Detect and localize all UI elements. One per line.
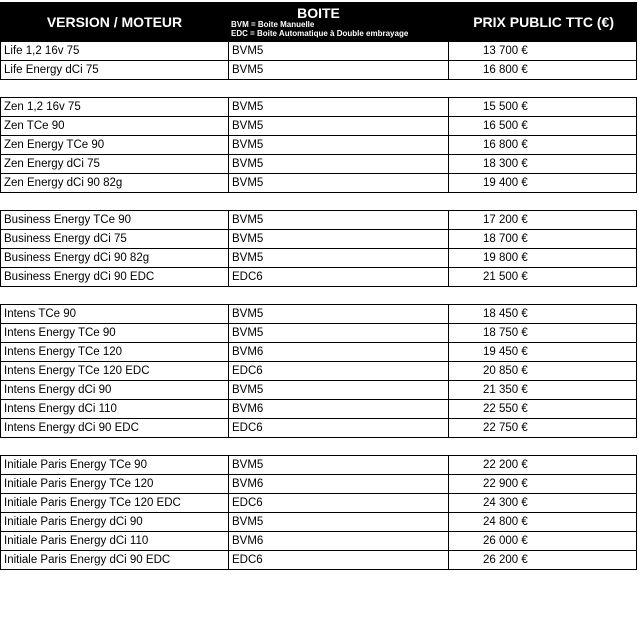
- price-cell: 19 800 €: [449, 249, 637, 268]
- version-cell: Intens Energy TCe 120 EDC: [1, 362, 229, 381]
- table-row: [1, 249, 637, 268]
- version-cell: Intens Energy dCi 90 EDC: [1, 419, 229, 438]
- version-cell: Zen Energy dCi 75: [1, 155, 229, 174]
- table-row: [1, 343, 637, 362]
- version-cell: Business Energy dCi 75: [1, 230, 229, 249]
- price-cell: 18 700 €: [449, 230, 637, 249]
- boite-cell: BVM5: [229, 174, 449, 193]
- price-cell: 22 900 €: [449, 475, 637, 494]
- boite-cell: BVM5: [229, 324, 449, 343]
- boite-cell: BVM5: [229, 117, 449, 136]
- price-cell: 22 750 €: [449, 419, 637, 438]
- price-cell: 21 350 €: [449, 381, 637, 400]
- price-cell: 22 550 €: [449, 400, 637, 419]
- boite-cell: BVM5: [229, 513, 449, 532]
- boite-cell: BVM6: [229, 343, 449, 362]
- table-row: [1, 117, 637, 136]
- boite-cell: EDC6: [229, 551, 449, 570]
- boite-cell: BVM5: [229, 42, 449, 61]
- boite-cell: EDC6: [229, 362, 449, 381]
- version-cell: Intens Energy TCe 120: [1, 343, 229, 362]
- price-cell: 16 500 €: [449, 117, 637, 136]
- version-cell: Initiale Paris Energy dCi 90 EDC: [1, 551, 229, 570]
- separator-cell: [229, 287, 449, 305]
- boite-cell: EDC6: [229, 494, 449, 513]
- separator-cell: [1, 80, 229, 98]
- boite-cell: BVM5: [229, 230, 449, 249]
- table-header: [1, 3, 637, 42]
- separator-cell: [1, 287, 229, 305]
- boite-cell: EDC6: [229, 419, 449, 438]
- separator-cell: [1, 438, 229, 456]
- price-list: [0, 2, 636, 570]
- boite-cell: EDC6: [229, 268, 449, 287]
- table-row: [1, 513, 637, 532]
- separator-cell: [449, 193, 637, 211]
- price-cell: 13 700 €: [449, 42, 637, 61]
- price-cell: 18 300 €: [449, 155, 637, 174]
- group-separator: [1, 287, 637, 305]
- table-row: [1, 268, 637, 287]
- price-cell: 24 300 €: [449, 494, 637, 513]
- version-cell: Life 1,2 16v 75: [1, 42, 229, 61]
- price-table: [0, 2, 637, 570]
- table-row: [1, 324, 637, 343]
- version-cell: Initiale Paris Energy dCi 110: [1, 532, 229, 551]
- table-row: [1, 475, 637, 494]
- separator-cell: [229, 80, 449, 98]
- table-row: [1, 494, 637, 513]
- table-row: [1, 174, 637, 193]
- separator-cell: [449, 80, 637, 98]
- price-cell: 26 000 €: [449, 532, 637, 551]
- separator-cell: [1, 193, 229, 211]
- boite-legend-bvm: BVM = Boite Manuelle: [231, 20, 315, 29]
- separator-cell: [449, 287, 637, 305]
- version-cell: Initiale Paris Energy TCe 90: [1, 456, 229, 475]
- table-row: [1, 400, 637, 419]
- group-separator: [1, 80, 637, 98]
- table-row: [1, 98, 637, 117]
- separator-cell: [229, 193, 449, 211]
- price-cell: 20 850 €: [449, 362, 637, 381]
- column-header-prix: PRIX PUBLIC TTC (€): [449, 3, 637, 42]
- version-cell: Business Energy dCi 90 EDC: [1, 268, 229, 287]
- version-cell: Zen TCe 90: [1, 117, 229, 136]
- version-cell: Initiale Paris Energy TCe 120: [1, 475, 229, 494]
- table-row: [1, 211, 637, 230]
- version-cell: Initiale Paris Energy dCi 90: [1, 513, 229, 532]
- version-cell: Zen 1,2 16v 75: [1, 98, 229, 117]
- boite-legend-edc: EDC = Boite Automatique à Double embrayage: [231, 29, 409, 38]
- price-cell: 19 450 €: [449, 343, 637, 362]
- price-cell: 18 450 €: [449, 305, 637, 324]
- boite-cell: BVM5: [229, 305, 449, 324]
- version-cell: Intens TCe 90: [1, 305, 229, 324]
- version-cell: Business Energy TCe 90: [1, 211, 229, 230]
- table-row: [1, 42, 637, 61]
- table-row: [1, 305, 637, 324]
- table-row: [1, 61, 637, 80]
- version-cell: Life Energy dCi 75: [1, 61, 229, 80]
- group-separator: [1, 193, 637, 211]
- boite-cell: BVM5: [229, 136, 449, 155]
- version-cell: Business Energy dCi 90 82g: [1, 249, 229, 268]
- boite-cell: BVM5: [229, 155, 449, 174]
- version-cell: Zen Energy TCe 90: [1, 136, 229, 155]
- boite-cell: BVM6: [229, 532, 449, 551]
- version-cell: Zen Energy dCi 90 82g: [1, 174, 229, 193]
- column-header-boite: [229, 3, 449, 42]
- table-row: [1, 532, 637, 551]
- price-cell: 26 200 €: [449, 551, 637, 570]
- boite-cell: BVM5: [229, 249, 449, 268]
- table-row: [1, 155, 637, 174]
- boite-cell: BVM5: [229, 456, 449, 475]
- boite-cell: BVM6: [229, 400, 449, 419]
- boite-cell: BVM5: [229, 98, 449, 117]
- version-cell: Intens Energy dCi 90: [1, 381, 229, 400]
- price-cell: 19 400 €: [449, 174, 637, 193]
- boite-cell: BVM5: [229, 381, 449, 400]
- price-cell: 22 200 €: [449, 456, 637, 475]
- column-header-boite-title: BOITE: [297, 5, 340, 21]
- table-row: [1, 419, 637, 438]
- column-header-version: VERSION / MOTEUR: [1, 3, 229, 42]
- boite-cell: BVM6: [229, 475, 449, 494]
- boite-cell: BVM5: [229, 211, 449, 230]
- group-separator: [1, 438, 637, 456]
- version-cell: Intens Energy dCi 110: [1, 400, 229, 419]
- boite-cell: BVM5: [229, 61, 449, 80]
- separator-cell: [449, 438, 637, 456]
- price-cell: 16 800 €: [449, 61, 637, 80]
- table-row: [1, 230, 637, 249]
- table-row: [1, 381, 637, 400]
- table-row: [1, 362, 637, 381]
- table-body: [1, 42, 637, 570]
- price-cell: 21 500 €: [449, 268, 637, 287]
- table-row: [1, 456, 637, 475]
- separator-cell: [229, 438, 449, 456]
- price-cell: 15 500 €: [449, 98, 637, 117]
- price-cell: 24 800 €: [449, 513, 637, 532]
- price-cell: 18 750 €: [449, 324, 637, 343]
- table-row: [1, 551, 637, 570]
- price-cell: 17 200 €: [449, 211, 637, 230]
- table-row: [1, 136, 637, 155]
- version-cell: Intens Energy TCe 90: [1, 324, 229, 343]
- version-cell: Initiale Paris Energy TCe 120 EDC: [1, 494, 229, 513]
- price-cell: 16 800 €: [449, 136, 637, 155]
